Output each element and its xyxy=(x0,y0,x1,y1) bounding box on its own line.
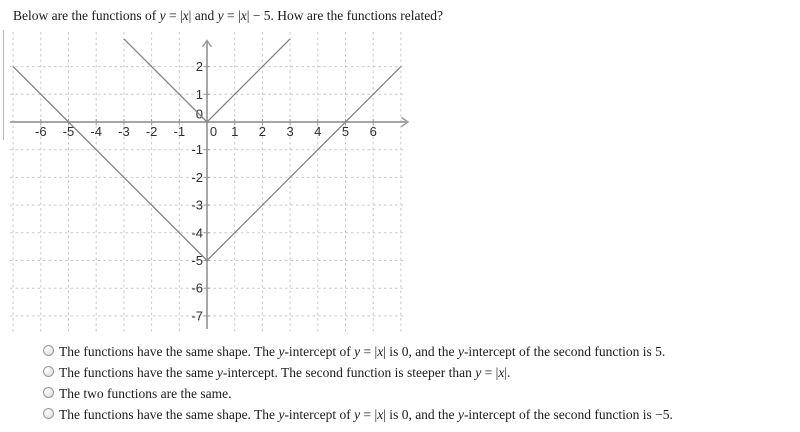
svg-text:-6: -6 xyxy=(35,124,47,139)
answer-option-4[interactable] xyxy=(43,404,793,425)
answer-option-1-label: The functions have the same shape. The y-intercept of y = |x| is 0, and the y-intercept of the second function is 5. xyxy=(59,344,666,359)
answer-option-2[interactable] xyxy=(43,362,793,383)
answer-option-3[interactable] xyxy=(43,383,793,404)
svg-text:2: 2 xyxy=(195,59,203,75)
answer-option-2-label: The functions have the same y-intercept. The second function is steeper than y = |x|. xyxy=(59,365,511,380)
svg-text:-5: -5 xyxy=(62,124,75,139)
radio-button-1[interactable] xyxy=(43,345,54,356)
radio-button-3[interactable] xyxy=(43,387,54,398)
question-text: Below are the functions of y = |x| and y = |x| − 5. How are the functions related? xyxy=(13,8,443,23)
svg-text:-1: -1 xyxy=(173,124,186,139)
svg-text:-3: -3 xyxy=(118,124,130,139)
svg-text:-3: -3 xyxy=(191,197,203,213)
answer-option-1[interactable] xyxy=(43,341,793,362)
svg-text:-1: -1 xyxy=(191,142,203,158)
svg-text:6: 6 xyxy=(369,124,377,139)
svg-text:-2: -2 xyxy=(145,124,158,139)
radio-button-2[interactable] xyxy=(43,366,54,377)
svg-text:-2: -2 xyxy=(191,169,203,185)
svg-text:3: 3 xyxy=(286,124,294,139)
svg-text:-4: -4 xyxy=(90,124,102,139)
svg-text:5: 5 xyxy=(341,124,350,139)
svg-text:2: 2 xyxy=(258,124,267,139)
function-graph-svg xyxy=(0,28,412,340)
svg-text:0: 0 xyxy=(209,124,218,139)
svg-text:-4: -4 xyxy=(191,225,203,241)
svg-text:1: 1 xyxy=(195,86,203,102)
svg-text:0: 0 xyxy=(195,106,203,122)
answer-options xyxy=(43,341,793,425)
svg-text:-7: -7 xyxy=(191,308,203,324)
svg-text:1: 1 xyxy=(231,124,239,139)
answer-option-4-label: The functions have the same shape. The y-intercept of y = |x| is 0, and the y-intercept of the second function is −5. xyxy=(59,407,673,422)
svg-text:-6: -6 xyxy=(191,280,203,296)
svg-text:-5: -5 xyxy=(191,253,203,268)
function-graph xyxy=(0,28,412,340)
svg-text:4: 4 xyxy=(314,124,322,139)
radio-button-4[interactable] xyxy=(43,408,54,419)
answer-option-3-label: The two functions are the same. xyxy=(59,386,232,401)
